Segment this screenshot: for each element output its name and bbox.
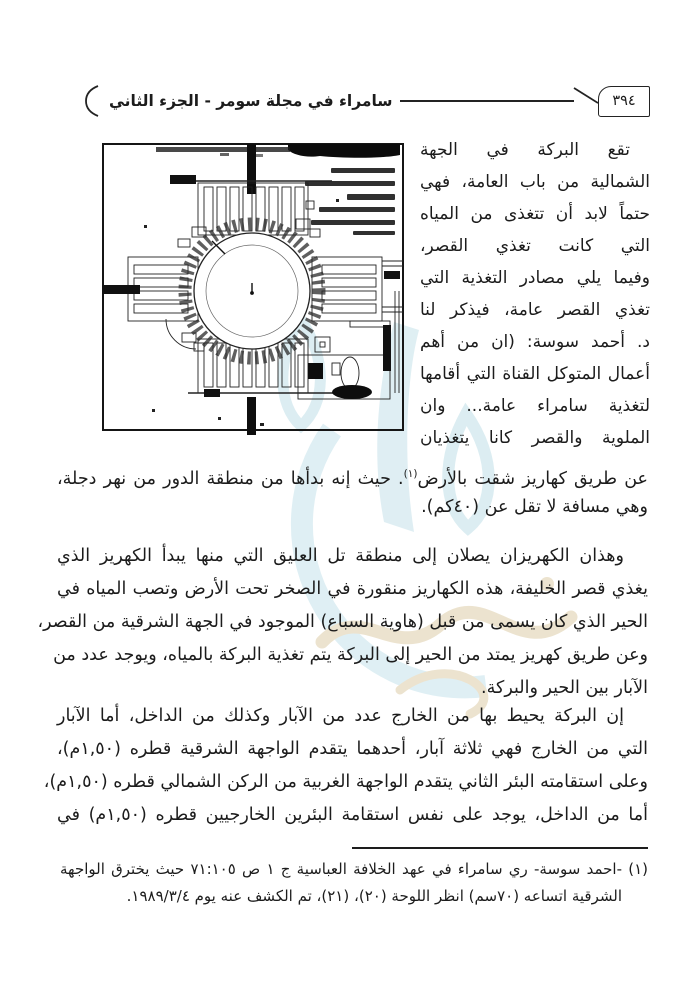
text-line: وعن طريق كهريز يمتد من الحير إلى البركة يتم تغذية البركة بالمياه، ويوجد عدد من bbox=[53, 645, 648, 665]
text-line: وفيما يلي مصادر التغذية التي bbox=[420, 268, 650, 288]
text-segment: عن طريق كهاريز شقت بالأرض bbox=[417, 469, 648, 489]
footnote bbox=[60, 856, 648, 910]
text-line: وهذان الكهريزان يصلان إلى منطقة تل العليق التي منها يبدأ الكهريز الذي bbox=[57, 546, 624, 566]
text-line: وهي مسافة لا تقل عن (٤٠كم). bbox=[421, 497, 648, 517]
header-left-bracket bbox=[84, 84, 100, 118]
text-line: إن البركة يحيط بها من الخارج عدد من الآبار وكذلك من الداخل، أما الآبار bbox=[57, 706, 624, 726]
text-line: الشمالية من باب العامة، فهي bbox=[420, 172, 650, 192]
paragraph-2 bbox=[37, 540, 648, 705]
text-line: حتماً لابد أن تتغذى من المياه bbox=[420, 204, 650, 224]
text-line: لتغذية سامراء عامة... وان bbox=[420, 396, 650, 416]
scan-blob bbox=[288, 144, 400, 158]
paragraph-3 bbox=[43, 700, 648, 832]
header-diagonal-line bbox=[572, 84, 598, 118]
text-segment: . حيث إنه بدأها من منطقة الدور من نهر دجلة، bbox=[57, 469, 404, 489]
text-line: وعلى استقامته البئر الثاني يتقدم الواجهة الغربية من الركن الشمالي قطره (١,٥٠م)، bbox=[43, 772, 648, 792]
text-line: التي كانت تغذي القصر، bbox=[420, 236, 650, 256]
page-header bbox=[84, 84, 650, 118]
text-line: الحير الذي كان يسمى من قبل (هاوية السباع) الموجود في الجهة الشرقية من القصر، bbox=[37, 612, 648, 632]
footnote-line: الشرقية اتساعه (٧٠سم) انظر اللوحة (٢٠)، (٢١)، تم الكشف عنه يوم ١٩٨٩/٣/٤. bbox=[126, 887, 622, 905]
intro-continuation bbox=[57, 458, 648, 524]
footnote-line: (١) -احمد سوسة- ري سامراء في عهد الخلافة العباسية ج ١ ص ٧١:١٠٥ حيث يخترق الواجهة bbox=[60, 860, 649, 878]
text-line: أما من الداخل، يوجد على نفس استقامة البئرين الخارجيين قطره (١,٥٠م) في bbox=[57, 805, 648, 825]
text-line: الآبار بين الحير والبركة. bbox=[481, 678, 648, 698]
page-number: ٣٩٤ bbox=[598, 86, 650, 117]
text-line: الملوية والقصر كانا يتغذيان bbox=[420, 428, 650, 448]
text-line: تقع البركة في الجهة bbox=[420, 140, 630, 160]
text-line: د. أحمد سوسة: (ان من أهم bbox=[420, 332, 650, 352]
plan-caption-lines bbox=[305, 168, 395, 235]
running-title: سامراء في مجلة سومر - الجزء الثاني bbox=[109, 92, 393, 110]
text-line: يغذي قصر الخليفة، هذه الكهاريز منقورة في الصخر تحت الأرض وتصب المياه في bbox=[57, 579, 648, 599]
footnote-reference: (١) bbox=[403, 468, 418, 480]
text-line: أعمال المتوكل القناة التي أقامها bbox=[420, 364, 650, 384]
header-rule bbox=[400, 100, 574, 102]
text-line: تغذي القصر عامة، فيذكر لنا bbox=[420, 300, 650, 320]
text-line bbox=[57, 458, 648, 491]
figure-pool-plan bbox=[100, 141, 410, 435]
intro-column bbox=[420, 134, 650, 454]
footnote-separator bbox=[352, 847, 648, 849]
text-line: التي من الخارج فهي ثلاثة آبار، أحدهما يتقدم الواجهة الشرقية قطره (١,٥٠م)، bbox=[57, 739, 648, 759]
